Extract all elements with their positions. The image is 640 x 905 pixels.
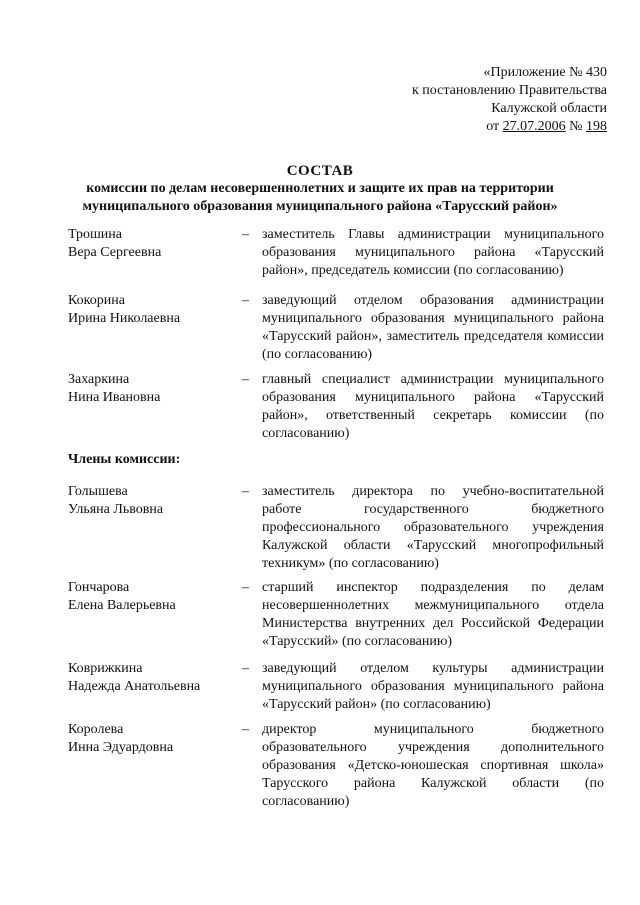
member-role: заместитель директора по учебно-воспитательной работе государственного бюджетного профессионального образовательного учреждения Калужской области «Тарусский многопрофильный техникум» (по согласованию): [262, 484, 604, 571]
member-name: [68, 721, 228, 757]
decree-number: 198: [586, 119, 607, 134]
member-role: старший инспектор подразделения по делам несовершеннолетних межмуниципального отдела Министерства внутренних дел Российской Федерации «Тарусский» (по согласованию): [262, 580, 604, 649]
member-name: [68, 292, 228, 328]
dash: –: [242, 372, 249, 387]
member-given-name: Инна Эдуардовна: [68, 740, 174, 755]
member-role: заведующий отделом культуры администрации муниципального образования муниципального района «Тарусский район» (по согласованию): [262, 661, 604, 712]
member-name: [68, 483, 228, 519]
appendix-line: к постановлению Правительства: [411, 83, 607, 98]
member-name: [68, 371, 228, 407]
member-given-name: Вера Сергеевна: [68, 245, 162, 260]
dash: –: [242, 722, 249, 737]
member-role: директор муниципального бюджетного образовательного учреждения дополнительного образования «Детско-юношеская спортивная школа» Тарусского района Калужской области (по согласованию): [262, 722, 604, 809]
member-role: главный специалист администрации муниципального образования муниципального района «Тарусский район», ответственный секретарь комиссии (по согласованию): [262, 372, 604, 441]
member-surname: Королева: [68, 722, 124, 737]
document-title: [0, 162, 640, 216]
title-subtitle: муниципального образования муниципального района «Тарусский район»: [82, 199, 558, 214]
dash: –: [242, 580, 249, 595]
member-given-name: Елена Валерьевна: [68, 598, 176, 613]
member-surname: Кокорина: [68, 293, 125, 308]
dash: –: [242, 484, 249, 499]
appendix-line: Калужской области: [491, 101, 607, 116]
dash: –: [242, 227, 249, 242]
member-surname: Голышева: [68, 484, 128, 499]
member-surname: Гончарова: [68, 580, 130, 595]
appendix-line: «Приложение № 430: [483, 65, 607, 80]
dash: –: [242, 661, 249, 676]
member-name: [68, 579, 228, 615]
number-prefix: №: [565, 119, 586, 134]
title-heading: СОСТАВ: [286, 163, 354, 179]
member-given-name: Ульяна Львовна: [68, 502, 164, 517]
member-given-name: Нина Ивановна: [68, 390, 161, 405]
member-name: [68, 660, 228, 696]
member-given-name: Ирина Николаевна: [68, 311, 181, 326]
title-subtitle: комиссии по делам несовершеннолетних и защите их прав на территории: [86, 181, 554, 196]
member-given-name: Надежда Анатольевна: [68, 679, 201, 694]
member-surname: Захаркина: [68, 372, 130, 387]
appendix-date-line: [412, 118, 607, 136]
member-role: заведующий отделом образования администрации муниципального образования муниципального района «Тарусский район», заместитель председателя комиссии (по согласованию): [262, 293, 604, 362]
member-role: заместитель Главы администрации муниципального образования муниципального района «Тарусский район», председатель комиссии (по согласованию): [262, 227, 604, 278]
member-surname: Коврижкина: [68, 661, 143, 676]
member-surname: Трошина: [68, 227, 122, 242]
appendix-header: [412, 64, 607, 136]
members-heading: Члены комиссии:: [68, 452, 181, 467]
date-prefix: от: [486, 119, 503, 134]
decree-date: 27.07.2006: [502, 119, 566, 134]
dash: –: [242, 293, 249, 308]
member-name: [68, 226, 228, 262]
